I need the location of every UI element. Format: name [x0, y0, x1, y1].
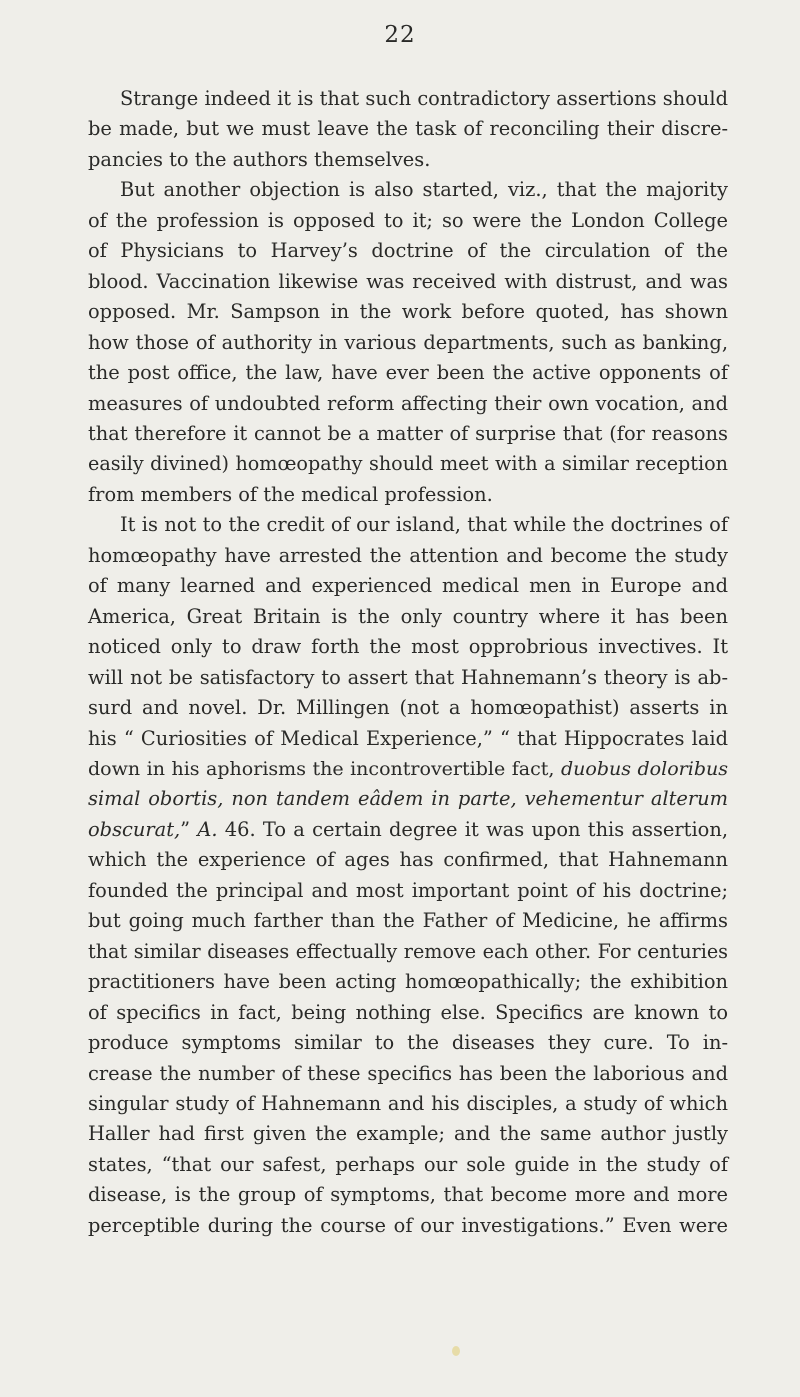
text-segment: states, “that our safest, perhaps our sole guide in the study of — [88, 1152, 728, 1176]
italic-text-segment: duobus doloribus — [560, 757, 728, 780]
text-line — [88, 876, 728, 906]
text-segment: founded the principal and most important point of his doctrine; — [88, 878, 728, 902]
text-segment: but going much farther than the Father of Medicine, he affirms — [88, 909, 728, 933]
text-line — [88, 571, 728, 601]
text-segment: Haller had first given the example; and the same author justly — [88, 1122, 728, 1146]
text-line — [88, 1211, 728, 1241]
text-segment: that therefore it cannot be a matter of surprise that (for reasons — [88, 421, 728, 445]
text-line — [88, 754, 728, 784]
text-segment: that similar diseases effectually remove each other. For centuries — [88, 939, 728, 963]
text-segment: Strange indeed it is that such contradictory assertions should — [120, 87, 728, 110]
text-segment: his “ Curiosities of Medical Experience,” “ that Hippocrates laid — [88, 726, 728, 750]
text-segment: 46. To a certain degree it was upon this assertion, — [217, 817, 728, 841]
text-segment: practitioners have been acting homœopathically; the exhibition — [88, 970, 728, 994]
text-segment: perceptible during the course of our investigations.” Even were — [88, 1213, 728, 1237]
text-segment: of the profession is opposed to it; so were the London College — [88, 208, 728, 232]
text-line — [88, 358, 728, 388]
text-segment: of many learned and experienced medical men in Europe and — [88, 574, 728, 598]
text-segment: produce symptoms similar to the diseases they cure. To in- — [88, 1031, 728, 1055]
text-segment: opposed. Mr. Sampson in the work before quoted, has shown — [88, 300, 728, 324]
text-segment: from members of the medical profession. — [88, 482, 493, 506]
text-line — [88, 389, 728, 419]
italic-text-segment: obscurat, — [88, 817, 181, 841]
text-line — [88, 1089, 728, 1119]
text-line — [88, 815, 728, 845]
text-segment: easily divined) homœopathy should meet with a similar reception — [88, 452, 728, 476]
text-segment: which the experience of ages has confirmed, that Hahnemann — [88, 848, 728, 872]
text-line — [88, 541, 728, 571]
text-line — [88, 84, 728, 114]
page-number: 22 — [384, 22, 416, 48]
text-segment: measures of undoubted reform affecting their own vocation, and — [88, 391, 728, 415]
text-line — [88, 145, 728, 175]
text-segment: surd and novel. Dr. Millingen (not a homœopathist) asserts in — [88, 696, 728, 720]
text-segment: It is not to the credit of our island, that while the doctrines of — [120, 513, 728, 537]
text-segment: noticed only to draw forth the most opprobrious invectives. It — [88, 635, 728, 659]
text-segment: be made, but we must leave the task of reconciling their discre- — [88, 117, 728, 141]
text-segment: the post office, the law, have ever been the active opponents of — [88, 361, 728, 385]
text-segment: disease, is the group of symptoms, that become more and more — [88, 1183, 728, 1207]
italic-text-segment: simal obortis, non tandem eâdem in parte, vehementur alterum — [88, 787, 728, 811]
text-line — [88, 998, 728, 1028]
text-segment: of specifics in fact, being nothing else. Specifics are known to — [88, 1000, 728, 1024]
text-line — [88, 724, 728, 754]
text-line — [88, 632, 728, 662]
italic-text-segment: A. — [197, 817, 218, 841]
text-segment: down in his aphorisms the incontrovertible fact, — [88, 757, 561, 780]
text-line — [88, 175, 728, 205]
text-line — [88, 1150, 728, 1180]
text-segment: homœopathy have arrested the attention and become the study — [88, 543, 728, 567]
text-line — [88, 1059, 728, 1089]
text-line — [88, 693, 728, 723]
text-segment: America, Great Britain is the only country where it has been — [88, 604, 728, 628]
text-segment: But another objection is also started, viz., that the majority — [120, 178, 728, 202]
text-segment: pancies to the authors themselves. — [88, 147, 431, 171]
text-line — [88, 236, 728, 266]
text-segment: singular study of Hahnemann and his disciples, a study of which — [88, 1091, 728, 1115]
text-segment: ” — [180, 817, 198, 841]
text-line — [88, 602, 728, 632]
text-line — [88, 510, 728, 540]
paper-speck — [452, 1346, 460, 1356]
text-line — [88, 967, 728, 997]
text-line — [88, 480, 728, 510]
text-line — [88, 267, 728, 297]
text-line — [88, 419, 728, 449]
text-line — [88, 663, 728, 693]
text-line — [88, 328, 728, 358]
text-segment: of Physicians to Harvey’s doctrine of the circulation of the — [88, 239, 728, 263]
text-segment: crease the number of these specifics has been the laborious and — [88, 1061, 728, 1085]
text-segment: will not be satisfactory to assert that Hahnemann’s theory is ab- — [88, 665, 728, 689]
text-segment: how those of authority in various departments, such as banking, — [88, 330, 728, 354]
text-line — [88, 1119, 728, 1149]
text-line — [88, 906, 728, 936]
text-line — [88, 845, 728, 875]
text-line — [88, 1028, 728, 1058]
text-line — [88, 114, 728, 144]
text-line — [88, 784, 728, 814]
body-text — [88, 84, 728, 1241]
text-line — [88, 449, 728, 479]
text-line — [88, 206, 728, 236]
text-line — [88, 297, 728, 327]
text-line — [88, 937, 728, 967]
text-line — [88, 1180, 728, 1210]
text-segment: blood. Vaccination likewise was received with distrust, and was — [88, 269, 728, 293]
